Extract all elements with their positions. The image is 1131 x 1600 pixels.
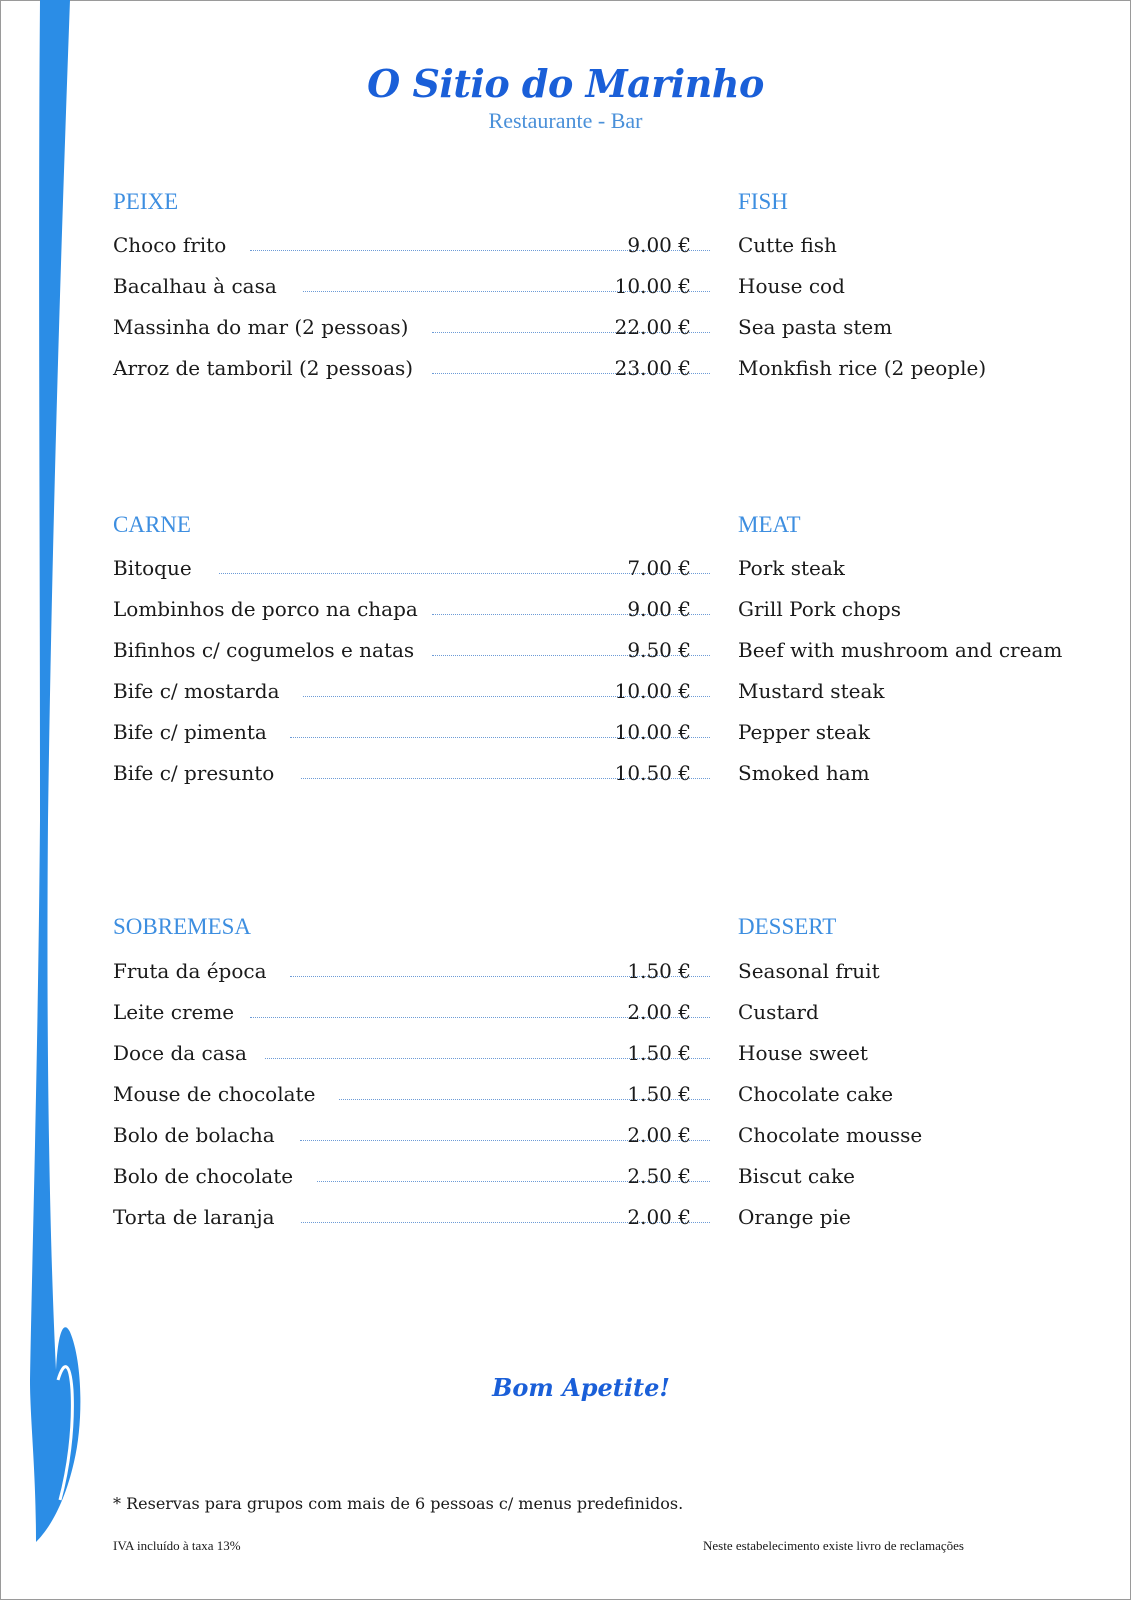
- item-price: 9.00 €: [627, 597, 691, 621]
- item-name-pt: Mouse de chocolate: [113, 1082, 316, 1106]
- menu-item: [113, 997, 1073, 1038]
- item-name-pt: Bolo de chocolate: [113, 1164, 294, 1188]
- closing-greeting: Bom Apetite!: [492, 1373, 670, 1402]
- item-price: 23.00 €: [614, 356, 691, 380]
- item-name-pt: Arroz de tamboril (2 pessoas): [113, 356, 414, 380]
- item-name-pt: Choco frito: [113, 233, 227, 257]
- menu-item: [113, 956, 1073, 997]
- section-title-en: DESSERT: [738, 914, 837, 939]
- reservation-note: * Reservas para grupos com mais de 6 pessoas c/ menus predefinidos.: [113, 1494, 684, 1513]
- item-name-pt: Bitoque: [113, 556, 192, 580]
- section-heading: [113, 914, 1073, 940]
- menu-item: [113, 1161, 1073, 1202]
- section-title-pt: PEIXE: [113, 189, 179, 214]
- item-name-en: Custard: [738, 1000, 819, 1024]
- item-price: 22.00 €: [614, 315, 691, 339]
- item-price: 10.50 €: [614, 761, 691, 785]
- item-name-pt: Bife c/ presunto: [113, 761, 275, 785]
- item-name-en: House sweet: [738, 1041, 868, 1065]
- item-price: 7.00 €: [627, 556, 691, 580]
- section-meat: [113, 512, 1073, 799]
- section-title-pt: CARNE: [113, 512, 191, 537]
- item-name-pt: Bifinhos c/ cogumelos e natas: [113, 638, 415, 662]
- item-name-pt: Leite creme: [113, 1000, 235, 1024]
- item-name-en: Pepper steak: [738, 720, 870, 744]
- section-title-en: FISH: [738, 189, 788, 214]
- menu-item: [113, 230, 1073, 271]
- item-name-pt: Bife c/ mostarda: [113, 679, 280, 703]
- menu-item: [113, 635, 1073, 676]
- item-price: 10.00 €: [614, 679, 691, 703]
- item-name-pt: Doce da casa: [113, 1041, 247, 1065]
- item-name-en: Mustard steak: [738, 679, 885, 703]
- item-price: 2.00 €: [627, 1205, 691, 1229]
- item-price: 9.50 €: [627, 638, 691, 662]
- item-price: 9.00 €: [627, 233, 691, 257]
- menu-item: [113, 1038, 1073, 1079]
- item-name-pt: Bacalhau à casa: [113, 274, 277, 298]
- menu-item: [113, 717, 1073, 758]
- menu-item: [113, 1120, 1073, 1161]
- item-name-en: Pork steak: [738, 556, 845, 580]
- item-name-en: Beef with mushroom and cream: [738, 638, 1063, 662]
- section-title-en: MEAT: [738, 512, 801, 537]
- item-price: 10.00 €: [614, 274, 691, 298]
- complaints-book-note: Neste estabelecimento existe livro de reclamações: [703, 1538, 964, 1553]
- item-price: 2.00 €: [627, 1000, 691, 1024]
- vat-note: IVA incluído à taxa 13%: [113, 1538, 241, 1553]
- item-price: 2.50 €: [627, 1164, 691, 1188]
- section-dessert: [113, 914, 1073, 1243]
- menu-item: [113, 312, 1073, 353]
- section-heading: [113, 189, 1073, 215]
- menu-header: [0, 62, 1131, 134]
- item-price: 1.50 €: [627, 1082, 691, 1106]
- section-fish: [113, 189, 1073, 394]
- restaurant-name: O Sitio do Marinho: [367, 61, 764, 106]
- menu-item: [113, 594, 1073, 635]
- menu-item: [113, 1079, 1073, 1120]
- item-price: 1.50 €: [627, 959, 691, 983]
- item-name-en: Smoked ham: [738, 761, 870, 785]
- item-name-en: Chocolate cake: [738, 1082, 894, 1106]
- item-name-en: Seasonal fruit: [738, 959, 880, 983]
- item-name-pt: Lombinhos de porco na chapa: [113, 597, 418, 621]
- item-name-en: Monkfish rice (2 people): [738, 356, 987, 380]
- menu-item: [113, 1202, 1073, 1243]
- item-name-pt: Fruta da época: [113, 959, 267, 983]
- item-name-en: Sea pasta stem: [738, 315, 893, 339]
- item-name-pt: Bife c/ pimenta: [113, 720, 267, 744]
- menu-item: [113, 353, 1073, 394]
- section-title-pt: SOBREMESA: [113, 914, 252, 939]
- section-heading: [113, 512, 1073, 538]
- menu-item: [113, 758, 1073, 799]
- menu-item: [113, 553, 1073, 594]
- item-name-en: Orange pie: [738, 1205, 851, 1229]
- item-name-en: Chocolate mousse: [738, 1123, 923, 1147]
- item-name-pt: Torta de laranja: [113, 1205, 275, 1229]
- item-price: 2.00 €: [627, 1123, 691, 1147]
- item-name-pt: Massinha do mar (2 pessoas): [113, 315, 409, 339]
- item-name-en: Biscut cake: [738, 1164, 855, 1188]
- menu-item: [113, 271, 1073, 312]
- item-name-pt: Bolo de bolacha: [113, 1123, 275, 1147]
- item-name-en: Cutte fish: [738, 233, 837, 257]
- item-name-en: House cod: [738, 274, 845, 298]
- item-name-en: Grill Pork chops: [738, 597, 901, 621]
- restaurant-subtitle: Restaurante - Bar: [488, 108, 643, 133]
- item-price: 1.50 €: [627, 1041, 691, 1065]
- menu-item: [113, 676, 1073, 717]
- item-price: 10.00 €: [614, 720, 691, 744]
